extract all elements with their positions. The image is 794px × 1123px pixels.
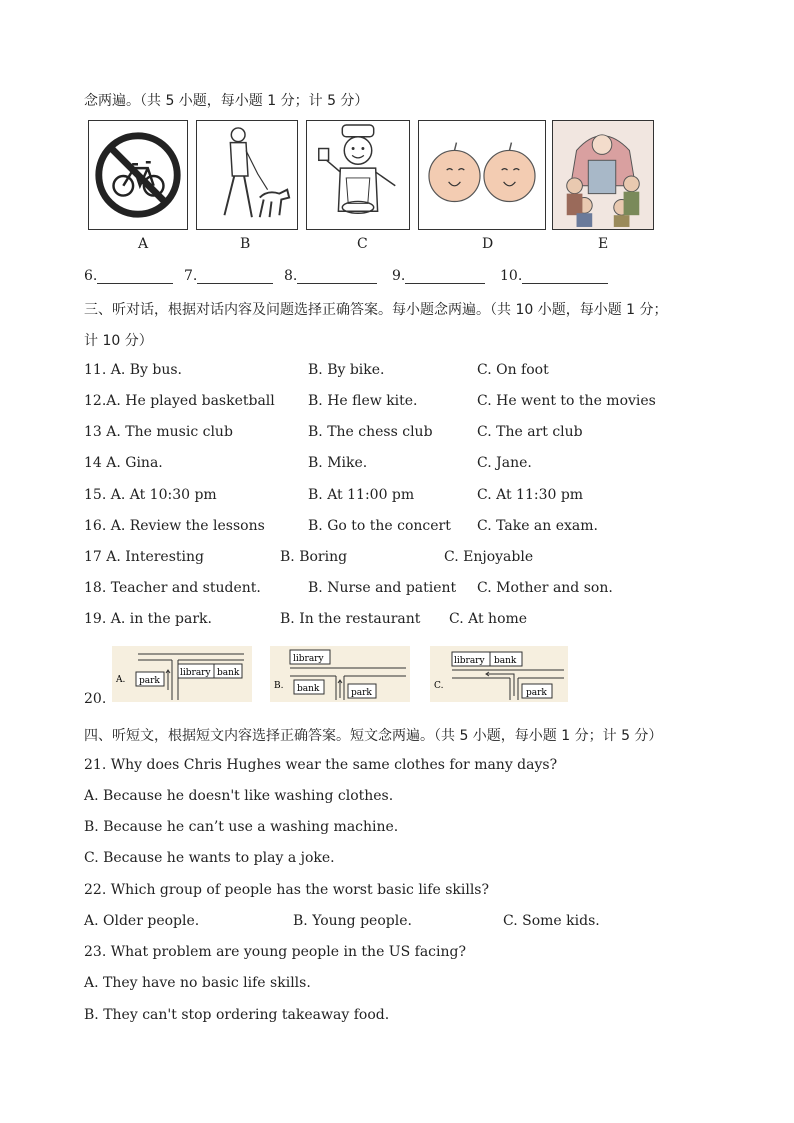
q19-option-a: 19. A. in the park.: [84, 611, 212, 627]
apples-icon: [419, 121, 545, 229]
q21-option-b: B. Because he can’t use a washing machine.: [84, 819, 399, 835]
q11-option-b: B. By bike.: [308, 362, 385, 378]
answer-blank-10[interactable]: 10.: [500, 268, 608, 284]
map-c-label-park: park: [526, 688, 547, 698]
q22-option-a: A. Older people.: [84, 913, 200, 929]
picture-c: [306, 120, 410, 230]
q14-option-b: B. Mike.: [308, 455, 368, 471]
section-4-heading: 四、听短文，根据短文内容选择正确答案。短文念两遍。（共 5 小题，每小题 1 分；计 5 分）: [84, 728, 663, 744]
q19-option-b: B. In the restaurant: [280, 611, 421, 627]
q11-option-a: 11. A. By bus.: [84, 362, 182, 378]
q21-option-a: A. Because he doesn't like washing clothes.: [84, 788, 394, 804]
q13-option-c: C. The art club: [477, 424, 583, 440]
answer-blank-7[interactable]: 7.: [184, 268, 273, 284]
picture-e: [552, 120, 654, 230]
q20-map-a: [112, 646, 252, 702]
q15-option-c: C. At 11:30 pm: [477, 487, 584, 503]
q12-option-c: C. He went to the movies: [477, 393, 656, 409]
q22-option-c: C. Some kids.: [503, 913, 600, 929]
q20-number: 20.: [84, 691, 107, 707]
picture-c-label: C: [357, 236, 368, 252]
map-a-label-bank: bank: [217, 668, 240, 678]
q15-option-b: B. At 11:00 pm: [308, 487, 415, 503]
q19-option-c: C. At home: [449, 611, 528, 627]
q12-option-b: B. He flew kite.: [308, 393, 418, 409]
q20-map-c: [430, 646, 568, 702]
q22-stem: 22. Which group of people has the worst basic life skills?: [84, 882, 489, 898]
q14-option-c: C. Jane.: [477, 455, 532, 471]
q20-map-b: [270, 646, 410, 702]
map-b-label-park: park: [351, 688, 372, 698]
answer-blank-6[interactable]: 6.: [84, 268, 173, 284]
listening-instruction: 念两遍。（共 5 小题，每小题 1 分；计 5 分）: [84, 93, 369, 109]
q13-option-a: 13 A. The music club: [84, 424, 233, 440]
q17-option-b: B. Boring: [280, 549, 348, 565]
picture-d: [418, 120, 546, 230]
man-walking-dog-icon: [197, 121, 297, 229]
q17-option-c: C. Enjoyable: [444, 549, 534, 565]
picture-b-label: B: [240, 236, 251, 252]
map-a-label-park: park: [139, 676, 160, 686]
picture-d-label: D: [482, 236, 494, 252]
q18-option-b: B. Nurse and patient: [308, 580, 457, 596]
q16-option-a: 16. A. Review the lessons: [84, 518, 265, 534]
q23-option-a: A. They have no basic life skills.: [84, 975, 311, 991]
map-b-label-library: library: [293, 654, 324, 664]
q17-option-a: 17 A. Interesting: [84, 549, 204, 565]
map-b-label-bank: bank: [297, 684, 320, 694]
no-bike-sign-icon: [89, 121, 187, 229]
map-b-option: B.: [274, 681, 284, 691]
picture-a: [88, 120, 188, 230]
q16-option-c: C. Take an exam.: [477, 518, 598, 534]
picture-e-label: E: [598, 236, 609, 252]
q18-option-c: C. Mother and son.: [477, 580, 613, 596]
map-a-option: A.: [116, 675, 126, 685]
picture-a-label: A: [138, 236, 149, 252]
section-3-heading-cont: 计 10 分）: [84, 333, 153, 349]
map-c-option: C.: [434, 681, 444, 691]
answer-blank-8[interactable]: 8.: [284, 268, 377, 284]
q23-option-b: B. They can't stop ordering takeaway food.: [84, 1007, 390, 1023]
grandmother-with-kids-icon: [553, 121, 653, 229]
answer-blank-9[interactable]: 9.: [392, 268, 485, 284]
q13-option-b: B. The chess club: [308, 424, 433, 440]
q16-option-b: B. Go to the concert: [308, 518, 451, 534]
q14-option-a: 14 A. Gina.: [84, 455, 163, 471]
q12-option-a: 12.A. He played basketball: [84, 393, 275, 409]
map-c-label-bank: bank: [494, 656, 517, 666]
cook-icon: [307, 121, 409, 229]
q22-option-b: B. Young people.: [293, 913, 412, 929]
map-c-label-library: library: [454, 656, 485, 666]
map-a-label-library: library: [180, 668, 211, 678]
q11-option-c: C. On foot: [477, 362, 549, 378]
q23-stem: 23. What problem are young people in the US facing?: [84, 944, 466, 960]
q21-option-c: C. Because he wants to play a joke.: [84, 850, 335, 866]
section-3-heading: 三、听对话，根据对话内容及问题选择正确答案。每小题念两遍。（共 10 小题，每小题 1 分；: [84, 302, 668, 318]
q21-stem: 21. Why does Chris Hughes wear the same clothes for many days?: [84, 757, 558, 773]
q18-option-a: 18. Teacher and student.: [84, 580, 261, 596]
picture-b: [196, 120, 298, 230]
q15-option-a: 15. A. At 10:30 pm: [84, 487, 217, 503]
